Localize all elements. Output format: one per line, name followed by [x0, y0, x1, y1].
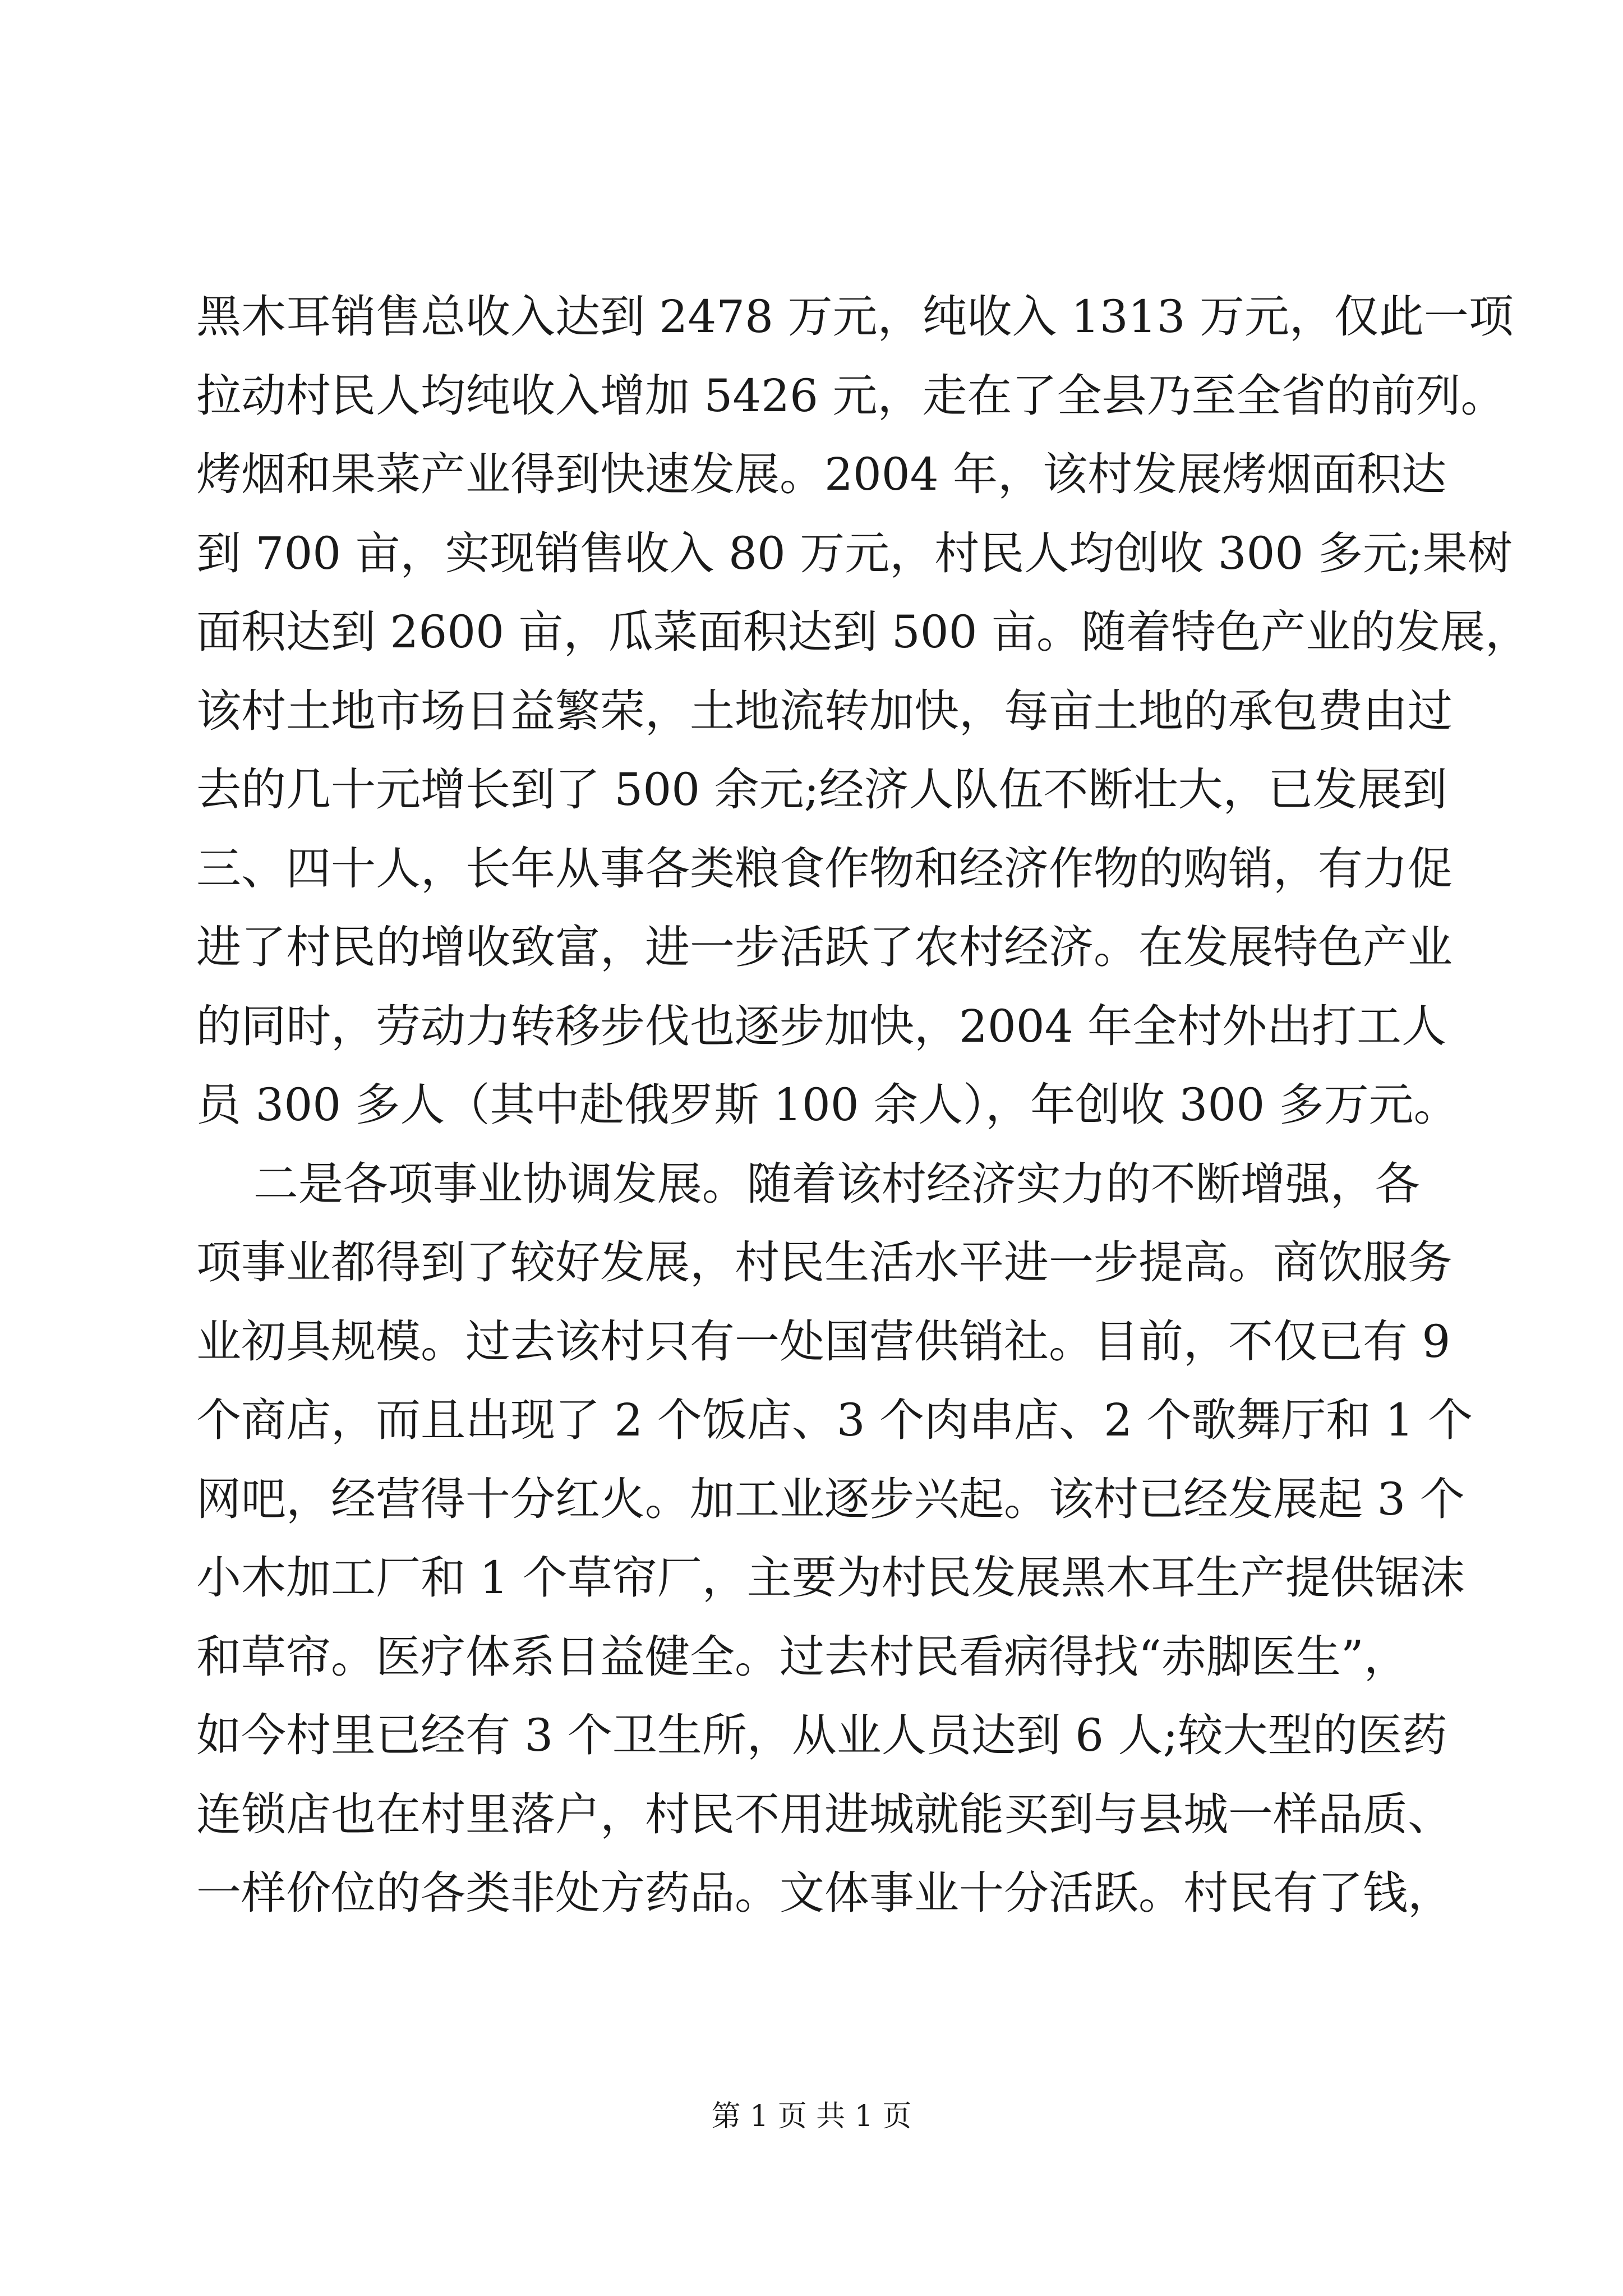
- text-line: 个商店，而且出现了 2 个饭店、3 个肉串店、2 个歌舞厅和 1 个: [196, 1394, 1473, 1446]
- document-body: [196, 278, 1530, 1933]
- text-line: 业初具规模。过去该村只有一处国营供销社。目前，不仅已有 9: [196, 1315, 1451, 1368]
- text-line: 进了村民的增收致富，进一步活跃了农村经济。在发展特色产业: [196, 921, 1453, 973]
- text-line: 拉动村民人均纯收入增加 5426 元，走在了全县乃至全省的前列。: [196, 369, 1506, 422]
- text-line: 网吧，经营得十分红火。加工业逐步兴起。该村已经发展起 3 个: [196, 1473, 1465, 1525]
- text-line: 的同时，劳动力转移步伐也逐步加快，2004 年全村外出打工人: [196, 1000, 1447, 1052]
- text-line: 去的几十元增长到了 500 余元;经济人队伍不断壮大，已发展到: [196, 763, 1447, 816]
- page-number-label: 第 1 页 共 1 页: [711, 2100, 912, 2133]
- text-line: 和草帘。医疗体系日益健全。过去村民看病得找“赤脚医生”，: [196, 1630, 1409, 1683]
- text-line: 如今村里已经有 3 个卫生所，从业人员达到 6 人;较大型的医药: [196, 1709, 1447, 1761]
- text-line: 项事业都得到了较好发展，村民生活水平进一步提高。商饮服务: [196, 1236, 1453, 1289]
- text-line: 到 700 亩，实现销售收入 80 万元，村民人均创收 300 多元;果树: [196, 527, 1513, 579]
- paragraph-2: [196, 1145, 1473, 1933]
- text-line: 小木加工厂和 1 个草帘厂，主要为村民发展黑木耳生产提供锯沫: [196, 1552, 1465, 1604]
- text-line: 面积达到 2600 亩，瓜菜面积达到 500 亩。随着特色产业的发展，: [196, 606, 1530, 658]
- page-footer: [0, 2097, 1623, 2136]
- text-line: 三、四十人，长年从事各类粮食作物和经济作物的购销，有力促: [196, 842, 1453, 895]
- text-line: 烤烟和果菜产业得到快速发展。2004 年，该村发展烤烟面积达: [196, 448, 1447, 500]
- paragraph-1: [196, 278, 1530, 1145]
- text-line: 该村土地市场日益繁荣，土地流转加快，每亩土地的承包费由过: [196, 684, 1453, 737]
- text-line: 黑木耳销售总收入达到 2478 万元，纯收入 1313 万元，仅此一项: [196, 291, 1514, 343]
- text-line: 员 300 多人（其中赴俄罗斯 100 余人），年创收 300 多万元。: [196, 1079, 1459, 1131]
- text-line: 二是各项事业协调发展。随着该村经济实力的不断增强，各: [196, 1157, 1420, 1210]
- text-line: 一样价位的各类非处方药品。文体事业十分活跃。村民有了钱，: [196, 1867, 1453, 1919]
- text-line: 连锁店也在村里落户，村民不用进城就能买到与县城一样品质、: [196, 1788, 1453, 1841]
